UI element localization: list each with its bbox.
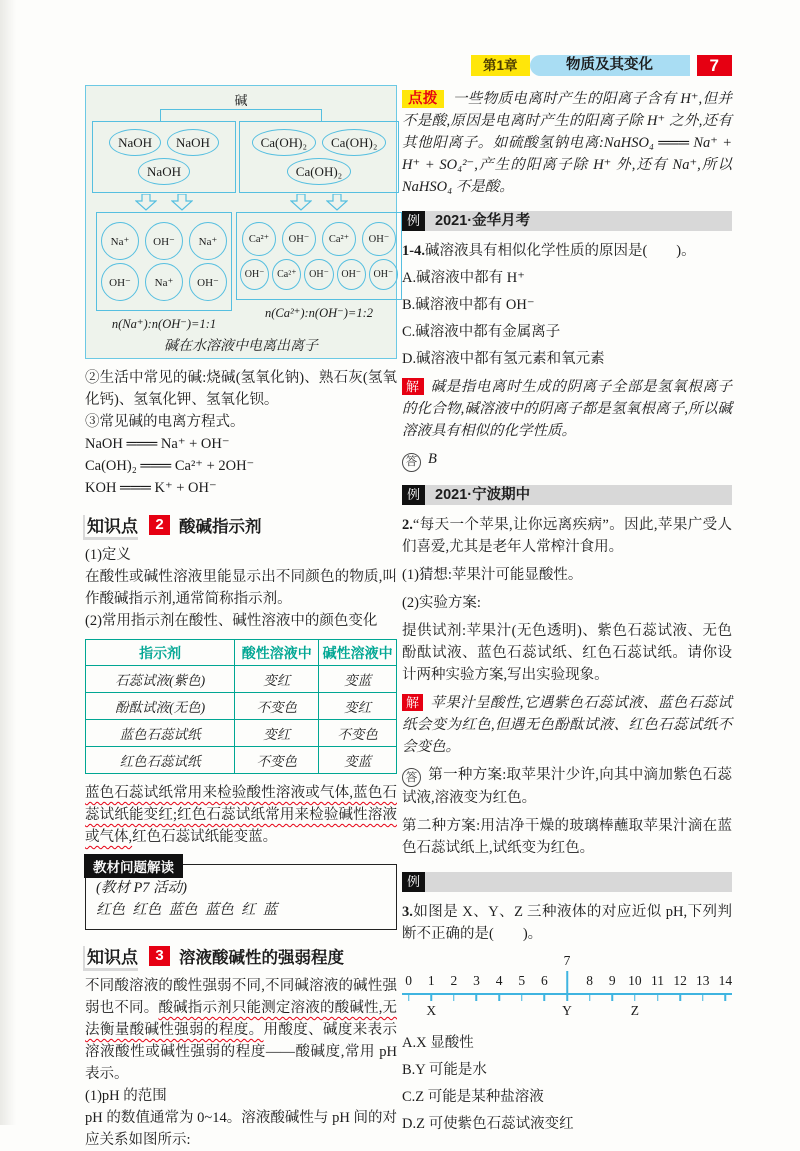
diagram-bracket — [160, 109, 322, 121]
table-cell: 不变色 — [235, 693, 319, 720]
diagram-root-label: 碱 — [234, 93, 248, 108]
table-cell: 不变色 — [235, 747, 319, 774]
definition-heading: (1)定义 — [85, 547, 131, 563]
table-row — [86, 747, 397, 774]
example-icon: 例 — [402, 211, 425, 231]
solution-paragraph — [402, 376, 732, 442]
example-source: 2021·金华月考 — [425, 211, 732, 231]
textbook-answer-box — [85, 860, 397, 930]
definition-text: 在酸性或碱性溶液里能显示出不同颜色的物质,叫作酸碱指示剂,通常简称指示剂。 — [85, 569, 397, 607]
knowledge-point-3-heading — [85, 943, 397, 968]
text-segment: 不同酸溶液的酸性强弱不同,不同碱溶液的碱性强弱也不同。 — [85, 978, 397, 1016]
example-1-bar — [402, 211, 732, 231]
ph-range-heading: (1)pH 的范围 — [85, 1088, 167, 1104]
question-text: “每天一个苹果,让你远离疾病”。因此,苹果广受人们喜爱,尤其是老年人常榨汁食用。 — [402, 516, 732, 555]
table-cell: 变红 — [235, 666, 319, 693]
answer-badge: 答 — [402, 768, 421, 787]
molecule-oval: NaOH — [109, 129, 161, 156]
question-2 — [402, 514, 732, 558]
caoh-molecule-box — [239, 121, 399, 193]
table-header-cell: 碱性溶液中 — [319, 640, 397, 666]
table-cell: 红色石蕊试纸 — [86, 747, 235, 774]
hint-text: 一些物质电离时产生的阳离子含有 H⁺,但并不是酸,原因是电离时产生的阳离子除 H⁺ 之外,还有其他阳离子。如硫酸氢钠电离:NaHSO₄ ═══ Na⁺ + H⁺ + SO₄²⁻,产生的阳离子除 H⁺ 外,还有 Na⁺,所以 NaHSO₄ 不是酸。 — [402, 91, 732, 195]
ph-tick-label: 9 — [608, 973, 616, 988]
question-2-sub3: 提供试剂:苹果汁(无色透明)、紫色石蕊试液、无色酚酞试液、蓝色石蕊试纸、红色石蕊试纸。请你设计两种实验方案,写出实验现象。 — [402, 622, 732, 683]
ca-ratio-caption: n(Ca²⁺):n(OH⁻)=1:2 — [265, 306, 373, 320]
ph-tick-label-7: 7 — [563, 953, 571, 968]
textbook-box-line: (教材 P7 活动) — [96, 880, 188, 896]
option-a: A.碱溶液中都有 H⁺ — [402, 270, 525, 286]
example-source — [425, 872, 732, 892]
ion-circle: OH⁻ — [101, 263, 139, 301]
solution-badge: 解 — [402, 378, 424, 395]
ion-circle: OH⁻ — [304, 259, 333, 290]
textbook-box-line: 红色 红色 蓝色 蓝色 红 蓝 — [96, 902, 278, 918]
equation: Ca(OH)₂ ═══ Ca²⁺ + 2OH⁻ — [85, 458, 255, 474]
solution-text: 苹果汁呈酸性,它遇紫色石蕊试液、蓝色石蕊试纸会变为红色,但遇无色酚酞试液、红色石蕊试纸不会变色。 — [402, 694, 732, 755]
answer-text: B — [428, 451, 437, 467]
question-text: 如图是 X、Y、Z 三种液体的对应近似 pH,下列判断不正确的是( )。 — [402, 904, 732, 942]
ion-circle: Na⁺ — [145, 263, 183, 301]
ph-tick-label: 0 — [405, 973, 412, 988]
ion-circle: OH⁻ — [337, 259, 366, 290]
answer-paragraph — [402, 448, 732, 472]
ph-liquid-label-z: Z — [630, 1003, 639, 1018]
ion-circle: Na⁺ — [101, 222, 139, 260]
question-3 — [402, 901, 732, 945]
table-cell: 变红 — [319, 693, 397, 720]
ph-tick-label: 10 — [628, 973, 642, 988]
ionization-diagram — [85, 85, 397, 359]
ion-circle: OH⁻ — [362, 222, 396, 256]
knowledge-point-label: 知识点 — [85, 512, 140, 537]
option-c: C.Z 可能是某种盐溶液 — [402, 1089, 544, 1105]
knowledge-point-number: 3 — [149, 946, 170, 966]
chapter-badge: 第1章 — [471, 55, 530, 76]
knowledge-point-title: 酸碱指示剂 — [179, 517, 262, 536]
table-row — [86, 666, 397, 693]
molecule-oval: NaOH — [138, 158, 190, 185]
ion-circle: OH⁻ — [189, 263, 227, 301]
ion-circle: Ca²⁺ — [242, 222, 276, 256]
ion-circle: OH⁻ — [282, 222, 316, 256]
ph-liquid-label-y: Y — [562, 1003, 572, 1018]
question-1-4 — [402, 240, 732, 262]
table-cell: 不变色 — [319, 720, 397, 747]
table-cell: 变蓝 — [319, 747, 397, 774]
ph-tick-label: 1 — [427, 973, 435, 988]
hint-badge: 点拨 — [402, 90, 444, 108]
ph-tick-label: 3 — [473, 973, 480, 988]
text-segment-underlined: 酸碱指示剂只能测定溶液的酸碱性,无法衡量酸碱性强弱的程度。 — [85, 1000, 398, 1038]
down-arrows-icon — [135, 194, 193, 211]
ion-circle: Ca²⁺ — [322, 222, 356, 256]
molecule-oval: Ca(OH)₂ — [252, 129, 316, 156]
common-bases-paragraph: ②生活中常见的碱:烧碱(氢氧化钠)、熟石灰(氢氧化钙)、氢氧化钾、氢氧化钡。 — [85, 370, 397, 408]
table-cell: 酚酞试液(无色) — [86, 693, 235, 720]
option-b: B.碱溶液中都有 OH⁻ — [402, 297, 535, 313]
example-source: 2021·宁波期中 — [425, 485, 732, 505]
knowledge-point-title: 溶液酸碱性的强弱程度 — [179, 948, 344, 967]
na-ion-box — [96, 212, 232, 311]
answer-badge: 答 — [402, 453, 421, 472]
ph-tick-label: 14 — [718, 973, 733, 988]
molecule-oval: Ca(OH)₂ — [322, 129, 386, 156]
table-cell: 变红 — [235, 720, 319, 747]
page-header — [0, 55, 732, 76]
knowledge-point-2-heading — [85, 512, 397, 537]
litmus-note-underlined: 蓝色石蕊试纸常用来检验酸性溶液或气体,蓝色石蕊试纸能变红;红色石蕊试纸常用来检验碱性溶液或气体, — [85, 785, 397, 845]
table-header-cell: 酸性溶液中 — [235, 640, 319, 666]
ph-tick-label: 8 — [586, 973, 593, 988]
ion-circle: OH⁻ — [145, 222, 183, 260]
question-text: 碱溶液具有相似化学性质的原因是( )。 — [424, 243, 696, 259]
text-segment: 用酸度、碱度来表示溶液酸性或碱性强弱的程度——酸碱度,常用 pH 表示。 — [85, 1022, 397, 1082]
ph-range-paragraph: pH 的数值通常为 0~14。溶液酸碱性与 pH 间的对应关系如图所示: — [85, 1110, 397, 1148]
solution-badge: 解 — [402, 694, 423, 711]
ca-ion-box — [236, 212, 402, 300]
solution-text: 碱是指电离时生成的阴离子全部是氢氧根离子的化合物,碱溶液中的阴离子都是氢氧根离子,所以碱溶液具有相似的化学性质。 — [402, 379, 732, 439]
table-row — [86, 720, 397, 747]
ph-tick-label: 2 — [450, 973, 458, 988]
ph-tick-label: 4 — [495, 973, 503, 988]
option-b: B.Y 可能是水 — [402, 1062, 487, 1078]
ph-tick-label: 11 — [651, 973, 665, 988]
ph-tick-label: 6 — [540, 973, 548, 988]
ion-circle: Ca²⁺ — [272, 259, 301, 290]
solution-paragraph — [402, 692, 732, 758]
knowledge-point-label: 知识点 — [85, 943, 140, 968]
na-ratio-caption: n(Na⁺):n(OH⁻)=1:1 — [111, 317, 217, 331]
question-2-sub1: (1)猜想:苹果汁可能显酸性。 — [402, 566, 583, 583]
example-2-bar — [402, 485, 732, 505]
ph-liquid-label-x: X — [426, 1003, 437, 1018]
option-d: D.Z 可使紫色石蕊试液变红 — [402, 1116, 574, 1132]
ph-tick-label: 5 — [518, 973, 526, 988]
down-arrows-icon — [290, 194, 348, 211]
table-cell: 石蕊试液(紫色) — [86, 666, 235, 693]
table-row — [86, 693, 397, 720]
left-column — [85, 85, 397, 1151]
option-a: A.X 显酸性 — [402, 1035, 474, 1051]
ph-tick-label: 13 — [696, 973, 710, 988]
knowledge-point-number: 2 — [149, 515, 170, 535]
naoh-molecule-box — [92, 121, 236, 193]
ph-scale-figure — [402, 955, 732, 1027]
table-heading: (2)常用指示剂在酸性、碱性溶液中的颜色变化 — [85, 613, 378, 629]
page-number: 7 — [697, 55, 732, 76]
answer-text: 第一种方案:取苹果汁少许,向其中滴加紫色石蕊试液,溶液变为红色。 — [402, 766, 732, 806]
molecule-oval: Ca(OH)₂ — [287, 158, 351, 185]
question-number: 2. — [402, 516, 413, 533]
naoh-side — [92, 121, 236, 332]
acidity-strength-paragraph — [85, 975, 397, 1085]
ion-circle: Na⁺ — [189, 222, 227, 260]
example-icon: 例 — [402, 872, 425, 892]
equation: NaOH ═══ Na⁺ + OH⁻ — [85, 436, 230, 452]
diagram-caption: 碱在水溶液中电离出离子 — [164, 339, 318, 354]
table-header-row — [86, 640, 397, 666]
litmus-note — [85, 782, 397, 848]
textbook-box-label: 教材问题解读 — [84, 854, 183, 878]
question-number: 3. — [402, 904, 413, 920]
hint-paragraph — [402, 88, 732, 198]
ph-tick-label: 12 — [673, 973, 687, 988]
example-3-bar — [402, 872, 732, 892]
caoh-side — [236, 121, 402, 321]
indicator-table — [85, 639, 397, 774]
equation: KOH ═══ K⁺ + OH⁻ — [85, 480, 217, 496]
chapter-title: 物质及其变化 — [530, 55, 690, 76]
question-2-sub2: (2)实验方案: — [402, 594, 481, 611]
example-icon: 例 — [402, 485, 425, 505]
option-d: D.碱溶液中都有氢元素和氧元素 — [402, 351, 605, 367]
answer-plan-2: 第二种方案:用洁净干燥的玻璃棒蘸取苹果汁滴在蓝色石蕊试纸上,试纸变为红色。 — [402, 818, 732, 856]
table-cell: 蓝色石蕊试纸 — [86, 720, 235, 747]
litmus-note-plain: 红色石蕊试纸能变蓝。 — [132, 829, 278, 845]
ion-circle: OH⁻ — [240, 259, 269, 290]
ionization-equations-heading: ③常见碱的电离方程式。 — [85, 414, 245, 430]
question-number: 1-4. — [402, 243, 425, 259]
option-c: C.碱溶液中都有金属离子 — [402, 324, 561, 340]
molecule-oval: NaOH — [167, 129, 219, 156]
answer-plan-1 — [402, 764, 732, 810]
right-column — [402, 88, 732, 1140]
table-cell: 变蓝 — [319, 666, 397, 693]
ion-circle: OH⁻ — [369, 259, 398, 290]
table-header-cell: 指示剂 — [86, 640, 235, 666]
